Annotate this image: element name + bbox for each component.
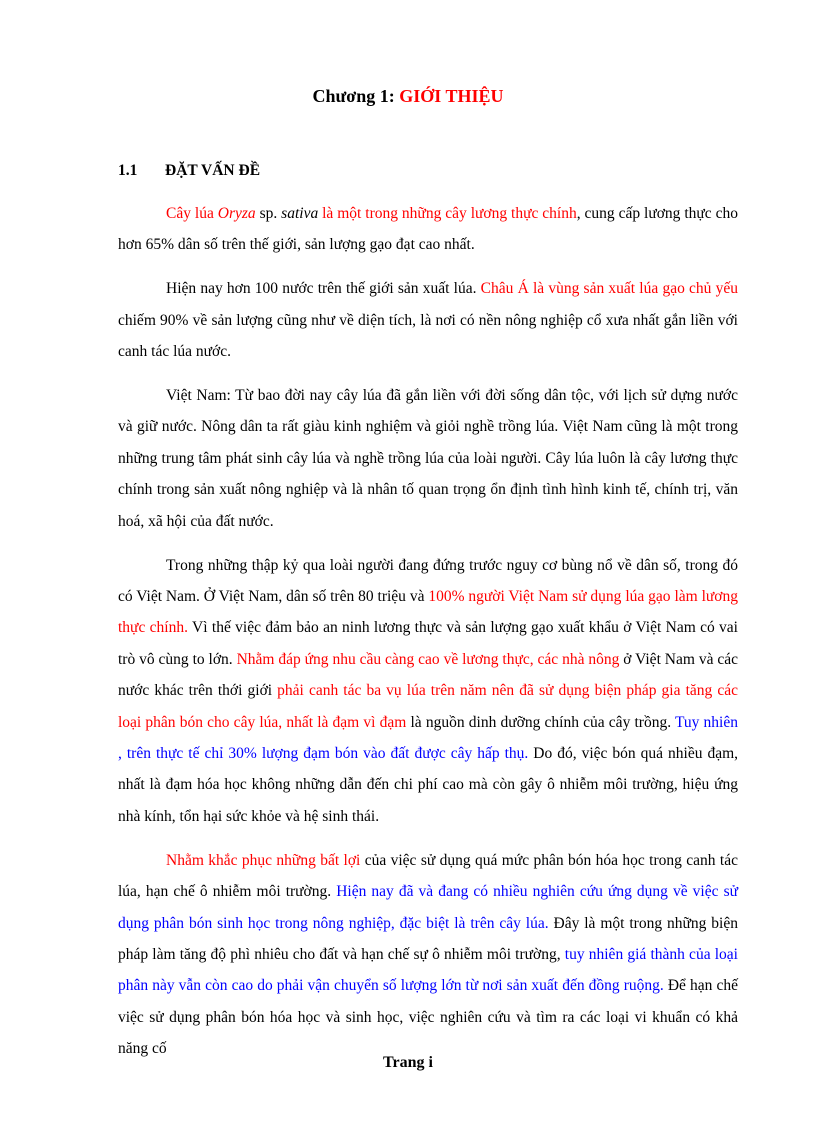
paragraph xyxy=(118,380,738,537)
text-run: ở Việt Nam và các nước khác trên thới giới xyxy=(118,650,738,700)
chapter-title xyxy=(0,84,816,108)
text-run: 100% người Việt Nam sử dụng lúa gạo làm lương thực chính. xyxy=(118,587,738,637)
text-run: Tuy nhiên , trên thực tế chỉ 30% lượng đạm bón vào đất được cây hấp thụ. xyxy=(118,713,738,762)
text-run: sativa xyxy=(281,205,319,222)
text-run: Việt Nam: Từ bao đời nay cây lúa đã gắn liền với đời sống dân tộc, với lịch sử dựng nước và giữ nước. Nông dân ta rất giàu kinh nghiệm và giỏi nghề trồng lúa. Việt Nam cũng là một trong những trung tâm phát sinh cây lúa và nghề trồng lúa của loài người. Cây lúa luôn là cây lương thực chính trong sản xuất nông nghiệp và là nhân tố quan trọng ổn định tình hình kinh tế, chính trị, văn hoá, xã hội của đất nước. xyxy=(118,387,738,530)
text-run: phải canh tác ba vụ lúa trên năm nên đã sử dụng biện pháp gia tăng các loại phân bón cho cây lúa, nhất là đạm vì đạm xyxy=(118,682,739,731)
text-run: là một trong những cây lương thực chính xyxy=(318,205,577,222)
paragraph xyxy=(118,198,738,261)
text-run: sp. xyxy=(255,205,282,222)
text-run: của việc sử dụng quá mức phân bón hóa học trong canh tác lúa, hạn chế ô nhiễm môi trường. xyxy=(118,851,738,901)
section-heading xyxy=(118,160,260,182)
text-run: , cung cấp lương thực cho hơn 65% dân số trên thế giới, sản lượng gạo đạt cao nhất. xyxy=(118,205,738,254)
paragraph xyxy=(118,550,738,833)
text-run: Để hạn chế việc sử dụng phân bón hóa học và sinh học, việc nghiên cứu và tìm ra các loại vi khuẩn có khả năng cố xyxy=(118,977,738,1058)
page-number: Trang i xyxy=(383,1054,433,1071)
section-title: ĐẶT VẤN ĐỀ xyxy=(165,162,261,179)
chapter-prefix: Chương 1: xyxy=(312,86,400,106)
text-run: Trong những thập kỷ qua loài người đang đứng trước nguy cơ bùng nổ về dân số, trong đó có Việt Nam. Ở Việt Nam, dân số trên 80 triệu và xyxy=(118,556,738,605)
text-run: Đây là một trong những biện pháp làm tăng độ phì nhiêu cho đất và hạn chế sự ô nhiễm môi trường, xyxy=(118,914,738,963)
text-run: chiếm 90% về sản lượng cũng như về diện tích, là nơi có nền nông nghiệp cổ xưa nhất gắn liền với canh tác lúa nước. xyxy=(118,311,738,361)
text-run: Nhằm khắc phục những bất lợi xyxy=(166,851,361,869)
section-number: 1.1 xyxy=(118,162,138,179)
chapter-name: GIỚI THIỆU xyxy=(399,86,504,106)
text-run: Hiện nay hơn 100 nước trên thế giới sản xuất lúa. xyxy=(166,280,481,298)
text-run: Hiện nay đã và đang có nhiều nghiên cứu ứng dụng về việc sử dụng phân bón sinh học trong nông nghiệp, đặc biệt là trên cây lúa. xyxy=(118,883,738,932)
text-run: Châu Á là vùng sản xuất lúa gạo chủ yếu xyxy=(480,280,738,298)
text-run: Vì thế việc đảm bảo an ninh lương thực và sản lượng gạo xuất khẩu ở Việt Nam có vai trò vô cùng to lớn. xyxy=(118,619,738,668)
text-run: là nguồn dinh dưỡng chính của cây trồng. xyxy=(406,713,675,731)
text-run: Do đó, việc bón quá nhiều đạm, nhất là đạm hóa học không những dẫn đến chi phí cao mà còn gây ô nhiễm môi trường, hiệu ứng nhà kính, tổn hại sức khỏe và hệ sinh thái. xyxy=(118,745,739,825)
page-footer xyxy=(0,1052,816,1074)
paragraph xyxy=(118,845,738,1065)
text-run: Nhằm đáp ứng nhu cầu càng cao về lương thực, các nhà nông xyxy=(236,650,620,668)
text-run: Cây lúa xyxy=(166,205,218,222)
paragraph xyxy=(118,273,738,367)
document-body xyxy=(118,198,738,1077)
text-run: Oryza xyxy=(217,205,256,222)
text-run: tuy nhiên giá thành của loại phân này vẫn còn cao do phải vận chuyển số lượng lớn từ nơi sản xuất đến đồng ruộng. xyxy=(118,945,738,995)
